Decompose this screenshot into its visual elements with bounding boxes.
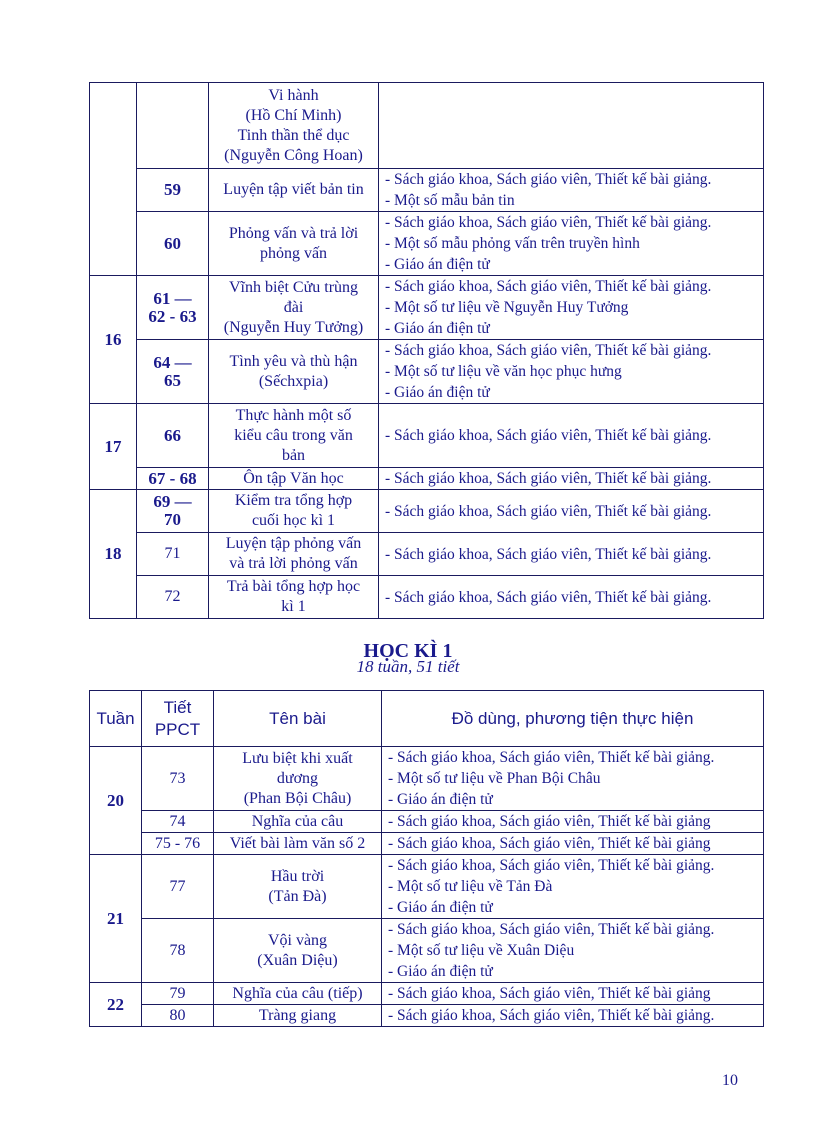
lesson-line: kiểu câu trong văn (234, 426, 353, 444)
resource-line: - Sách giáo khoa, Sách giáo viên, Thiết kế bài giảng. (388, 749, 715, 766)
lesson-cell (209, 169, 379, 212)
week-cell: 20 (90, 747, 142, 855)
page-number: 10 (722, 1072, 738, 1089)
period-line: 64 — (153, 352, 192, 372)
lesson-cell (214, 811, 382, 833)
resource-line: - Giáo án điện tử (385, 384, 490, 401)
lesson-line: Tình yêu và thù hận (229, 352, 358, 370)
resource-line: - Giáo án điện tử (385, 256, 490, 273)
lesson-cell (209, 404, 379, 468)
resource-line: - Sách giáo khoa, Sách giáo viên, Thiết kế bài giảng. (385, 588, 712, 606)
lesson-line: Nghĩa của câu (251, 812, 344, 830)
period-line: 65 (164, 370, 181, 390)
lesson-line: và trả lời phỏng vấn (229, 555, 358, 572)
resource-line: - Sách giáo khoa, Sách giáo viên, Thiết kế bài giảng (388, 835, 711, 852)
period-cell: 78 (142, 919, 214, 983)
lesson-cell (209, 276, 379, 340)
week-cell: 18 (90, 490, 137, 619)
period-cell: 71 (137, 533, 209, 576)
lesson-cell (209, 340, 379, 404)
lesson-line: (Phan Bội Châu) (243, 789, 352, 807)
lesson-line: Vội vàng (267, 931, 328, 949)
table-row (90, 811, 764, 833)
lesson-cell (214, 833, 382, 855)
resources-cell (379, 83, 764, 169)
table-row (90, 1005, 764, 1027)
table-row (90, 490, 764, 533)
resource-line: - Sách giáo khoa, Sách giáo viên, Thiết kế bài giảng. (385, 470, 712, 487)
table-row (90, 468, 764, 490)
lesson-line: Hầu trời (270, 867, 325, 885)
lesson-line: (Xuân Diệu) (257, 951, 338, 969)
period-cell: 74 (142, 811, 214, 833)
table-row (90, 276, 764, 340)
resource-line: - Một số tư liệu về Phan Bội Châu (388, 770, 601, 787)
lesson-line: (Tản Đà) (268, 887, 327, 905)
resource-line: - Sách giáo khoa, Sách giáo viên, Thiết kế bài giảng. (385, 427, 712, 444)
lesson-line: Luyện tập viết bản tin (223, 181, 364, 198)
period-cell: 59 (137, 169, 209, 212)
resource-line: - Sách giáo khoa, Sách giáo viên, Thiết kế bài giảng. (385, 502, 712, 520)
lesson-cell (209, 533, 379, 576)
resources-cell (382, 1005, 764, 1027)
period-cell: 80 (142, 1005, 214, 1027)
week-cell: 22 (90, 983, 142, 1027)
period-cell (137, 340, 209, 404)
table-row (90, 404, 764, 468)
period-cell: 73 (142, 747, 214, 811)
header-line: PPCT (154, 719, 201, 739)
resources-cell (379, 533, 764, 576)
lesson-line: Thực hành một số (235, 406, 352, 424)
resource-line: - Sách giáo khoa, Sách giáo viên, Thiết kế bài giảng. (385, 214, 712, 231)
lesson-line: (Hồ Chí Minh) (245, 106, 342, 124)
resource-line: - Một số tư liệu về văn học phục hưng (385, 363, 622, 380)
period-cell: 66 (137, 404, 209, 468)
period-line: 70 (164, 510, 181, 529)
header-lesson: Tên bài (214, 691, 382, 747)
resources-cell (382, 855, 764, 919)
lesson-cell (209, 83, 379, 169)
week-cell (90, 83, 137, 276)
lesson-line: Phỏng vấn và trả lời (228, 224, 359, 242)
resources-cell (379, 276, 764, 340)
semester-subtitle: 18 tuần, 51 tiết (356, 657, 460, 676)
header-line: Tiết (163, 697, 192, 717)
resource-line: - Giáo án điện tử (388, 791, 493, 808)
lesson-line: (Nguyễn Huy Tưởng) (223, 318, 364, 336)
lesson-line: cuối học kì 1 (251, 512, 336, 529)
table-header-row (90, 691, 764, 747)
lesson-line: Kiểm tra tổng hợp (234, 492, 353, 509)
week-cell: 17 (90, 404, 137, 490)
lesson-line: (Sếchxpia) (258, 372, 329, 390)
lesson-cell (209, 468, 379, 490)
resources-cell (382, 833, 764, 855)
lesson-cell (214, 1005, 382, 1027)
period-cell (137, 490, 209, 533)
period-line: 61 — (153, 288, 192, 308)
resource-line: - Sách giáo khoa, Sách giáo viên, Thiết kế bài giảng. (388, 1007, 715, 1024)
resource-line: - Sách giáo khoa, Sách giáo viên, Thiết kế bài giảng (388, 985, 711, 1002)
table-row (90, 576, 764, 619)
resource-line: - Một số tư liệu về Nguyễn Huy Tưởng (385, 299, 629, 316)
resource-line: - Một số tư liệu về Xuân Diệu (388, 942, 575, 959)
resource-line: - Giáo án điện tử (388, 899, 493, 916)
lesson-line: dương (276, 769, 319, 787)
resources-cell (379, 404, 764, 468)
lesson-line: Viết bài làm văn số 2 (229, 834, 366, 852)
table-row (90, 919, 764, 983)
period-cell: 67 - 68 (137, 468, 209, 490)
lesson-line: Tinh thần thể dục (237, 126, 350, 144)
resources-cell (379, 169, 764, 212)
lesson-line: Ôn tập Văn học (243, 469, 344, 487)
lesson-cell (209, 212, 379, 276)
header-week: Tuần (90, 691, 142, 747)
week-cell: 21 (90, 855, 142, 983)
resources-cell (379, 576, 764, 619)
resource-line: - Sách giáo khoa, Sách giáo viên, Thiết kế bài giảng. (388, 857, 715, 874)
table-row (90, 983, 764, 1005)
header-period (142, 691, 214, 747)
lesson-cell (214, 919, 382, 983)
table-row (90, 169, 764, 212)
period-cell: 60 (137, 212, 209, 276)
resources-cell (379, 340, 764, 404)
lesson-cell (209, 576, 379, 619)
table-row (90, 340, 764, 404)
header-resources: Đồ dùng, phương tiện thực hiện (382, 691, 764, 747)
resource-line: - Một số tư liệu về Tản Đà (388, 878, 553, 895)
resources-cell (379, 468, 764, 490)
resources-cell (382, 983, 764, 1005)
period-cell: 72 (137, 576, 209, 619)
semester-title: HỌC KÌ 1 (363, 640, 453, 662)
period-line: 62 - 63 (148, 306, 197, 326)
resource-line: - Sách giáo khoa, Sách giáo viên, Thiết kế bài giảng. (385, 342, 712, 359)
lesson-plan-table (89, 690, 764, 1027)
lesson-line: bản (281, 446, 306, 464)
week-cell: 16 (90, 276, 137, 404)
table-row (90, 212, 764, 276)
lesson-line: Vi hành (268, 86, 319, 104)
resources-cell (382, 811, 764, 833)
lesson-line: kì 1 (281, 598, 306, 615)
lesson-line: Vĩnh biệt Cửu trùng (228, 278, 359, 296)
lesson-line: phỏng vấn (259, 244, 328, 262)
resource-line: - Một số mẫu phỏng vấn trên truyền hình (385, 235, 640, 252)
lesson-line: Luyện tập phỏng vấn (225, 535, 362, 552)
table-row (90, 747, 764, 811)
resource-line: - Sách giáo khoa, Sách giáo viên, Thiết kế bài giảng. (385, 545, 712, 563)
resource-line: - Giáo án điện tử (388, 963, 493, 980)
resources-cell (382, 747, 764, 811)
lesson-cell (214, 983, 382, 1005)
lesson-line: Tràng giang (258, 1006, 337, 1024)
lesson-line: Trả bài tổng hợp học (226, 578, 361, 595)
period-cell: 79 (142, 983, 214, 1005)
period-cell (137, 83, 209, 169)
resources-cell (382, 919, 764, 983)
lesson-cell (214, 747, 382, 811)
resource-line: - Một số mẫu bản tin (385, 192, 515, 209)
lesson-cell (209, 490, 379, 533)
lesson-line: Nghĩa của câu (tiếp) (232, 984, 363, 1002)
resource-line: - Sách giáo khoa, Sách giáo viên, Thiết kế bài giảng. (385, 171, 712, 188)
resource-line: - Sách giáo khoa, Sách giáo viên, Thiết kế bài giảng (388, 813, 711, 830)
resources-cell (379, 212, 764, 276)
lesson-line: (Nguyễn Công Hoan) (224, 146, 363, 164)
table-row (90, 533, 764, 576)
table-row (90, 83, 764, 169)
lesson-line: đài (283, 298, 304, 316)
resources-cell (379, 490, 764, 533)
lesson-cell (214, 855, 382, 919)
period-cell: 75 - 76 (142, 833, 214, 855)
resource-line: - Sách giáo khoa, Sách giáo viên, Thiết kế bài giảng. (385, 278, 712, 295)
lesson-line: Lưu biệt khi xuất (242, 749, 353, 767)
table-row (90, 833, 764, 855)
lesson-plan-table-continued (89, 82, 764, 619)
resource-line: - Sách giáo khoa, Sách giáo viên, Thiết kế bài giảng. (388, 921, 715, 938)
period-cell (137, 276, 209, 340)
resource-line: - Giáo án điện tử (385, 320, 490, 337)
period-cell: 77 (142, 855, 214, 919)
table-row (90, 855, 764, 919)
period-line: 69 — (153, 492, 192, 511)
